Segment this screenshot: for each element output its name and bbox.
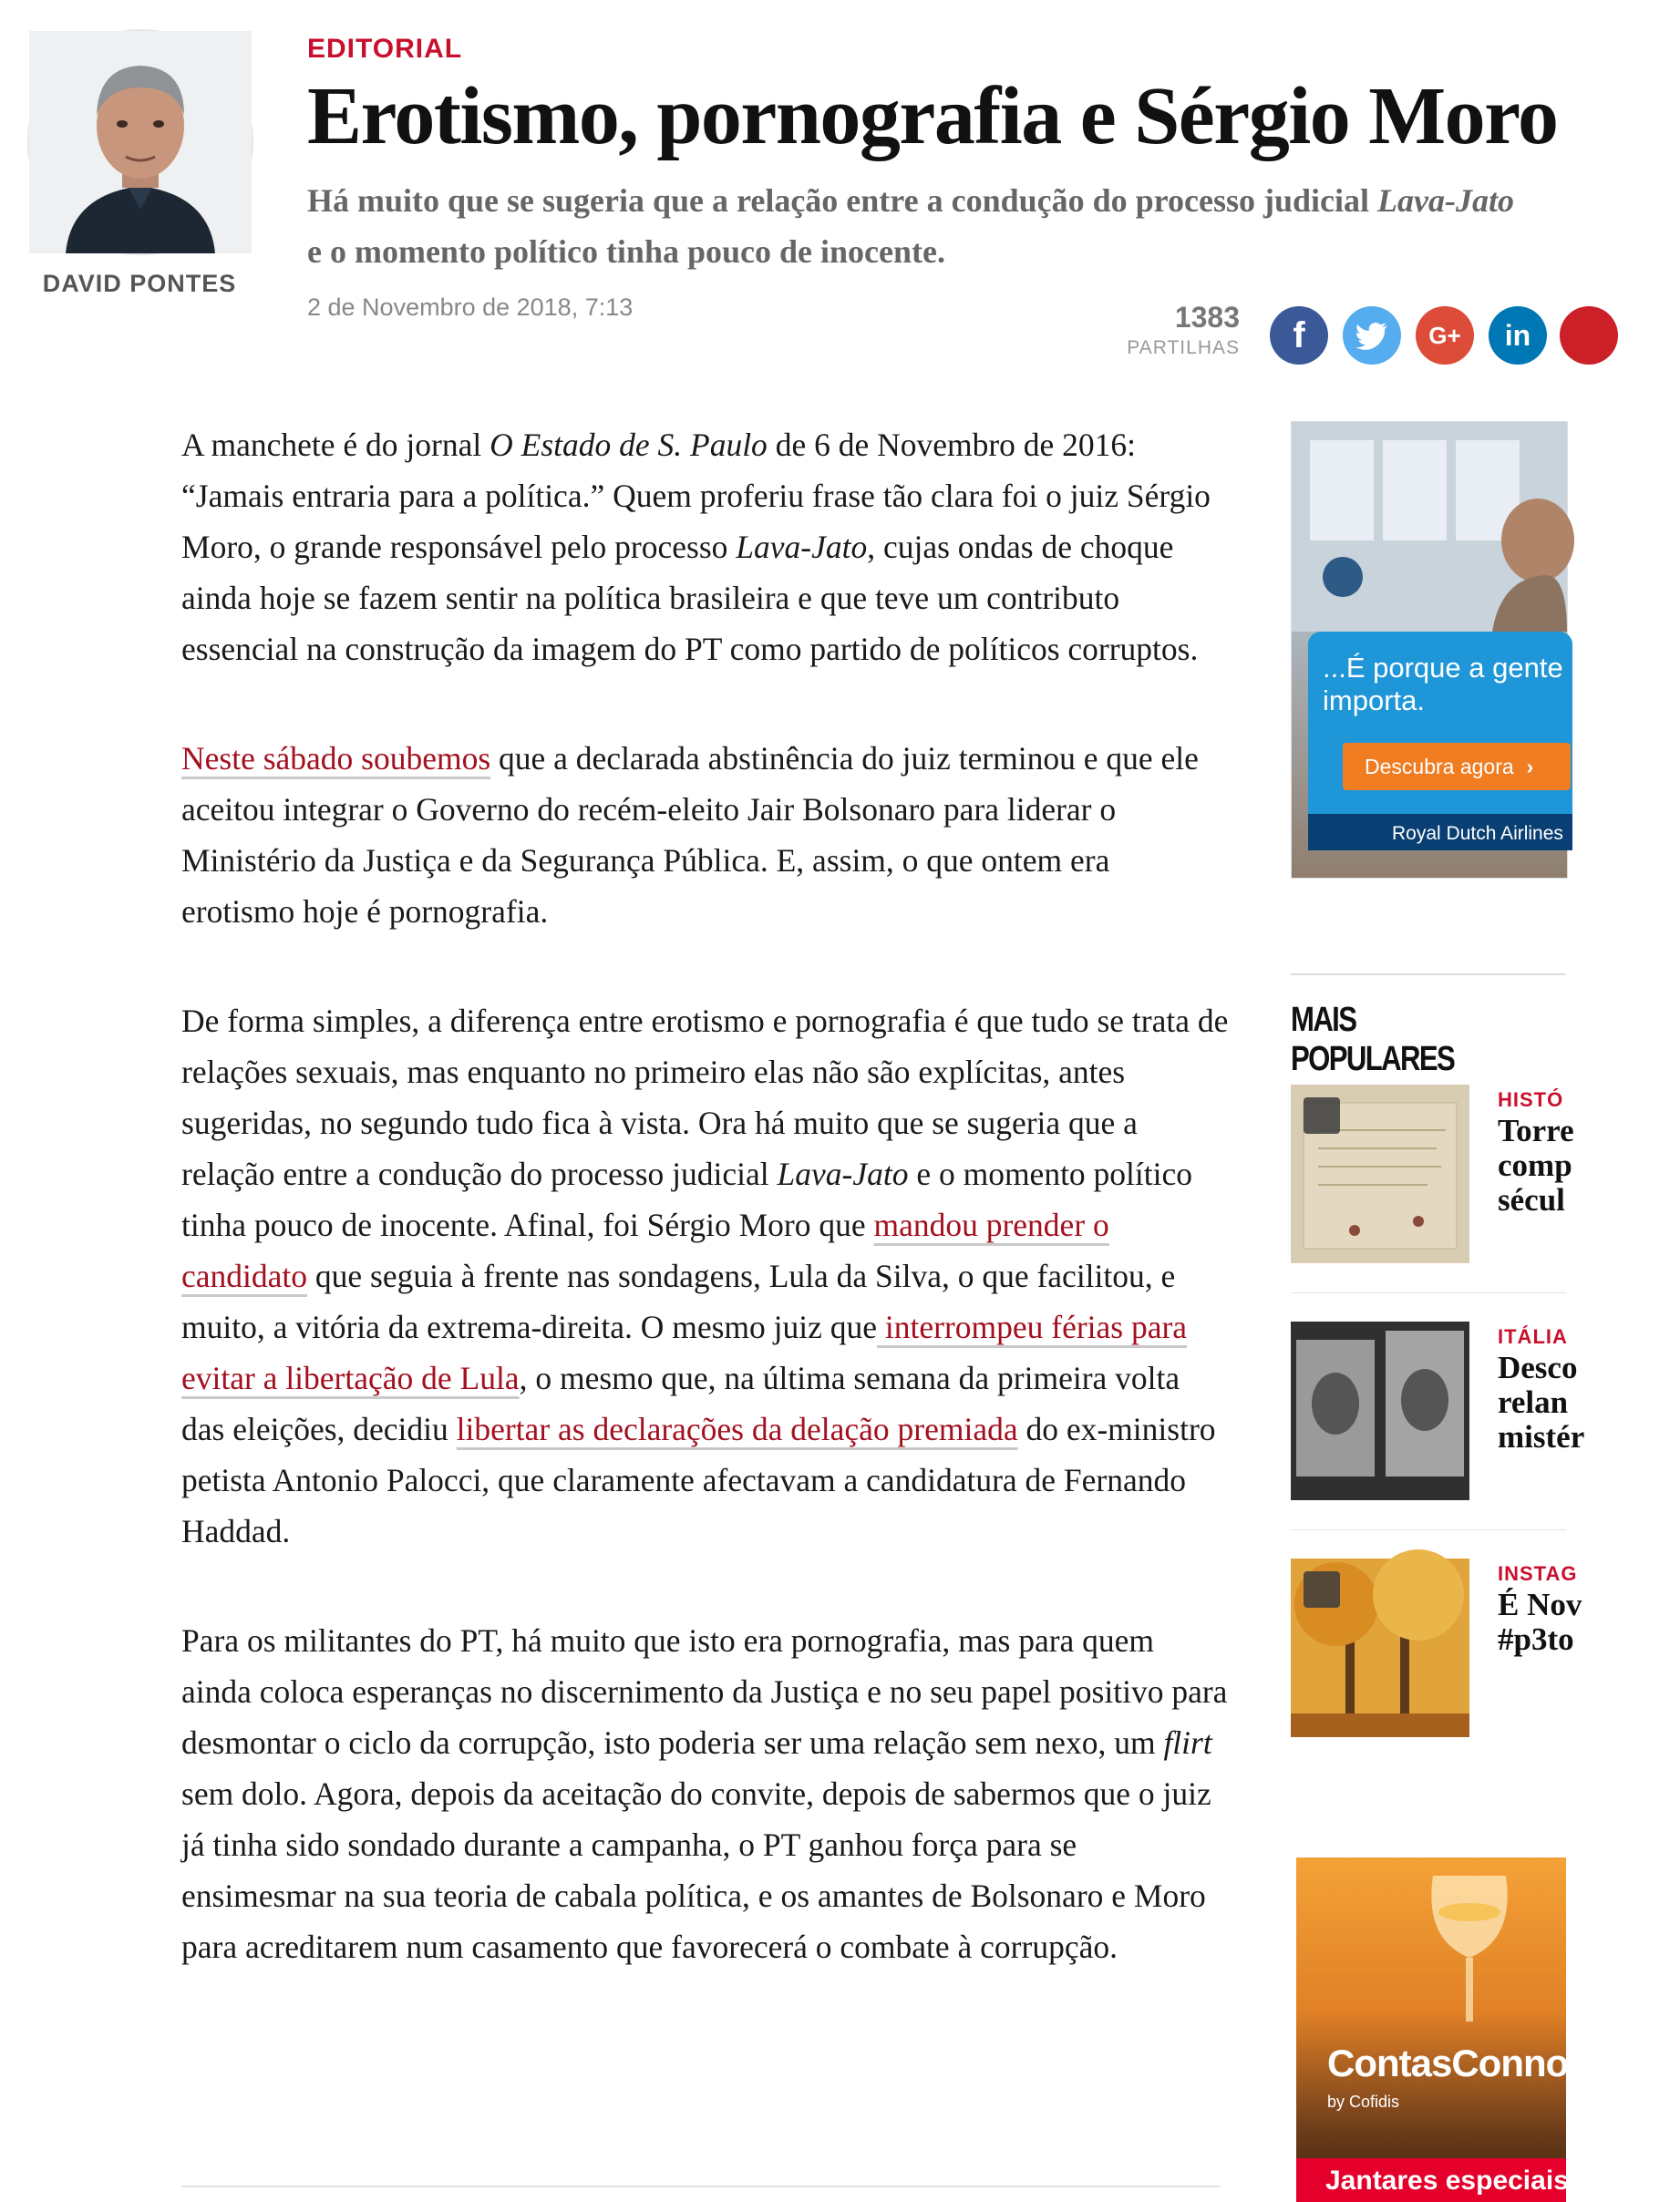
lead-text: e o momento político tinha pouco de inocente. [307,233,945,270]
author-name[interactable]: DAVID PONTES [42,270,237,297]
paragraph [181,995,1230,1557]
article-lead [307,175,1529,277]
pinterest-share-button[interactable] [1560,306,1618,365]
paragraph [181,733,1230,937]
headline-line: comp [1498,1147,1572,1183]
article-link[interactable]: Neste sábado soubemos [181,740,491,777]
headline-line: #p3to [1498,1621,1574,1657]
share-label: PARTILHAS [1127,337,1240,358]
article-headline: Erotismo, pornografia e Sérgio Moro [307,71,1558,161]
ad-logo: ContasConnosco [1327,2042,1632,2084]
paragraph-text: , cujas ondas de choque ainda hoje se fazem sentir na política brasileira e que teve um contributo essencial na construção da imagem do PT como partido de políticos corruptos. [181,529,1199,667]
article-link[interactable]: interrompeu férias para evitar a libertação de Lula [181,1309,1188,1396]
sidebar-divider [1291,973,1566,975]
posters-image-icon [1291,1322,1469,1500]
ad-text-line: ...É porque a gente [1323,652,1563,684]
share-count: 1383 [1174,301,1240,334]
author-photo[interactable] [27,29,253,255]
popular-thumbnail[interactable] [1291,1322,1469,1500]
ad-brand: Royal Dutch Airlines [1308,814,1572,850]
paragraph-italic: Lava-Jato [736,529,868,565]
popular-thumbnail[interactable] [1291,1559,1469,1737]
google-plus-icon: G+ [1428,321,1461,349]
popular-thumbnail[interactable] [1291,1085,1469,1263]
paragraph-text: de 6 de Novembro de 2016: “Jamais entraria para a política.” Quem proferiu frase tão clara foi o juiz Sérgio Moro, o grande responsável pelo processo [181,427,1211,565]
paragraph-italic: O Estado de S. Paulo [490,427,768,463]
paragraph-text: e o momento político tinha pouco de inocente. Afinal, foi Sérgio Moro que [181,1156,1193,1243]
headline-line: relan [1498,1384,1569,1420]
headline-line: mistér [1498,1419,1585,1455]
lead-text: Há muito que se sugeria que a relação entre a condução do processo judicial [307,182,1377,219]
popular-headline[interactable] [1498,1114,1680,1218]
section-tag[interactable]: EDITORIAL [307,34,463,64]
popular-headline[interactable] [1498,1351,1680,1455]
paragraph-text: que seguia à frente nas sondagens, Lula da Silva, o que facilitou, e muito, a vitória da extrema-direita. O mesmo juiz que [181,1258,1176,1345]
article-link[interactable]: mandou prender o candidato [181,1207,1109,1294]
ad-byline: by Cofidis [1327,2093,1400,2111]
paragraph-text: A manchete é do jornal [181,427,490,463]
article-link[interactable]: libertar as declarações da delação premiada [456,1411,1018,1447]
most-popular-title: MAIS POPULARES [1291,1001,1455,1078]
article-body [181,419,1230,2031]
twitter-icon [1355,322,1388,349]
airline-ad[interactable] [1291,421,1568,879]
google-plus-share-button[interactable] [1416,306,1474,365]
lead-italic: Lava-Jato [1377,182,1514,219]
ad-band: Jantares especiais [1296,2158,1566,2202]
linkedin-icon: in [1504,318,1531,352]
paragraph [181,1615,1230,1972]
paragraph-text: sem dolo. Agora, depois da aceitação do convite, depois de sabermos que o juiz já tinha sido sondado durante a campanha, o PT ganhou força para se ensimesmar na sua teoria de cabala política, e os amantes de Bolsonaro e Moro para acreditarem num casamento que favorecerá o combate à corrupção. [181,1775,1211,1965]
popular-category[interactable]: HISTÓ [1498,1088,1564,1111]
facebook-share-button[interactable] [1270,306,1328,365]
headline-line: É Nov [1498,1587,1582,1622]
gallery-icon [1304,1571,1340,1608]
paragraph-text: que a declarada abstinência do juiz terminou e que ele aceitou integrar o Governo do recém-eleito Jair Bolsonaro para liderar o Ministério da Justiça e da Segurança Pública. E, assim, o que ontem era erotismo hoje é pornografia. [181,740,1199,930]
linkedin-share-button[interactable] [1489,306,1547,365]
paragraph [181,419,1230,674]
headline-line: sécul [1498,1182,1565,1218]
airport-scene-icon [1292,422,1567,632]
ad-text-line: importa. [1323,684,1425,716]
list-divider [1291,1292,1566,1293]
discover-button[interactable] [1343,743,1571,790]
ad-text [1323,652,1578,717]
wine-glass-icon [1296,1857,1566,2040]
publish-date: 2 de Novembro de 2018, 7:13 [307,293,634,321]
paragraph-italic: flirt [1163,1724,1212,1761]
article-divider [181,2186,1221,2187]
author-portrait-icon [29,31,252,253]
paragraph-text: do ex-ministro petista Antonio Palocci, que claramente afectavam a candidatura de Fernando Haddad. [181,1411,1216,1549]
popular-headline[interactable] [1498,1588,1680,1657]
paragraph-italic: Lava-Jato [777,1156,909,1192]
paragraph-text: , o mesmo que, na última semana da primeira volta das eleições, decidiu [181,1360,1180,1447]
gallery-icon [1304,1097,1340,1134]
popular-category[interactable]: ITÁLIA [1498,1325,1568,1348]
paragraph-text: De forma simples, a diferença entre erotismo e pornografia é que tudo se trata de relações sexuais, mas enquanto no primeiro elas não são explícitas, antes sugeridas, no segundo tudo fica à vista. Ora há muito que se sugeria que a relação entre a condução do processo judicial [181,1003,1229,1192]
facebook-icon: f [1293,314,1305,355]
list-divider [1291,1529,1566,1530]
headline-line: Torre [1498,1113,1574,1148]
cofidis-ad[interactable] [1296,1857,1632,2202]
twitter-share-button[interactable] [1343,306,1401,365]
popular-category[interactable]: INSTAG [1498,1562,1578,1585]
button-label: Descubra agora [1365,754,1514,778]
headline-line: Desco [1498,1350,1578,1385]
chevron-right-icon: › [1526,754,1534,778]
paragraph-text: Para os militantes do PT, há muito que isto era pornografia, mas para quem ainda coloca esperanças no discernimento da Justiça e no seu papel positivo para desmontar o ciclo da corrupção, isto poderia ser uma relação sem nexo, um [181,1622,1228,1761]
